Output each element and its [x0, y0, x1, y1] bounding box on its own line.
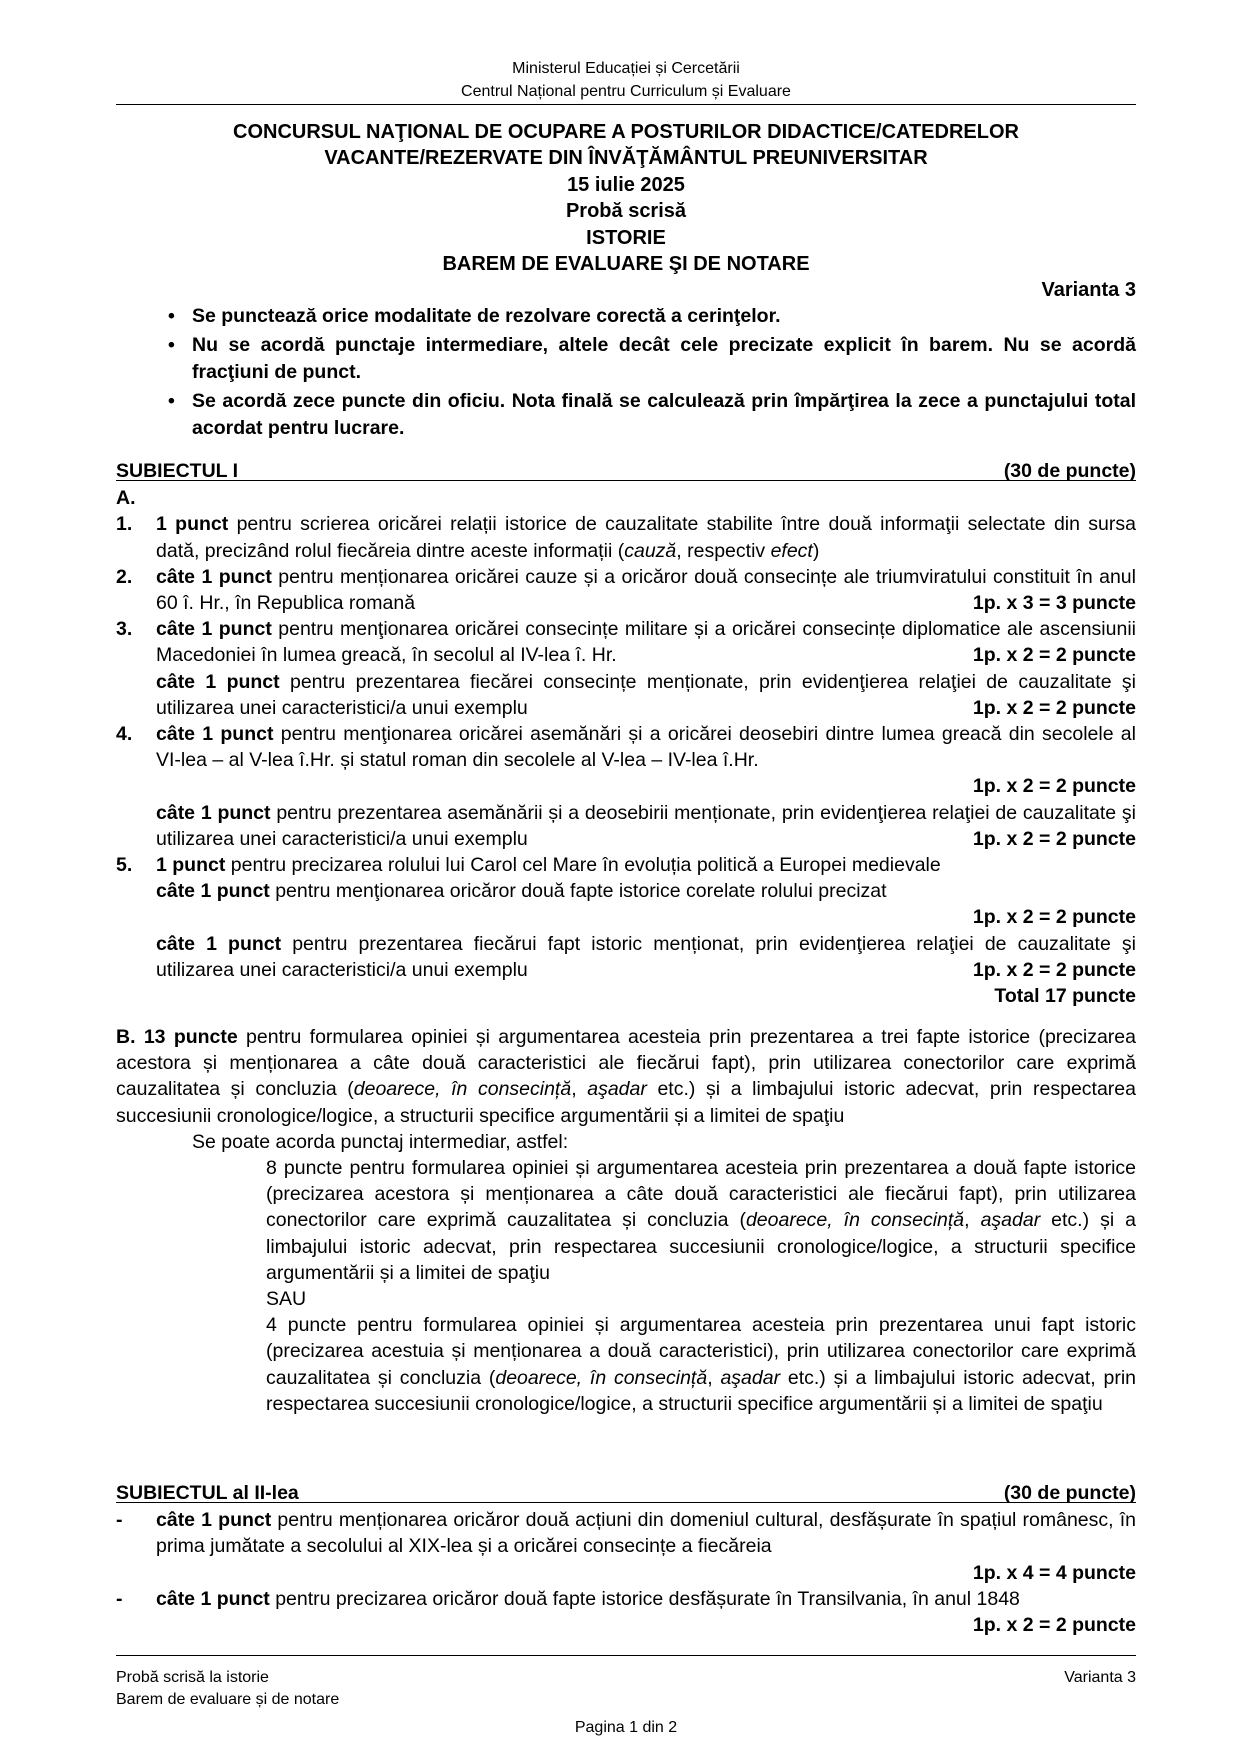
- criterion-text: ,: [964, 1209, 981, 1232]
- criterion-italic: deoarece, în consecință: [353, 1078, 572, 1101]
- criterion-text: etc.) și a limbajului istoric adecvat, prin respectarea succesiunii cronologice/logice, a structurii specifice argumentării și a limitei de spaţiu: [116, 1078, 1136, 1127]
- criterion-4a: [156, 721, 1136, 773]
- criterion-points: 1p. x 2 = 2 puncte: [972, 827, 1136, 850]
- criterion-2: [116, 564, 1136, 616]
- rule-text: Nu se acordă punctaje intermediare, altele decât cele precizate explicit în barem. Nu se acordă fracţiuni de punct.: [192, 334, 1136, 383]
- criterion-italic: efect: [770, 539, 813, 562]
- item-number: 1.: [116, 513, 133, 536]
- intermediate-note: Se poate acorda punctaj intermediar, astfel:: [192, 1130, 569, 1153]
- section-points: (30 de puncte): [1003, 460, 1136, 482]
- criterion-points: 1p. x 2 = 2 puncte: [972, 958, 1136, 981]
- criterion-text: etc.) și a limbajului istoric adecvat, prin respectarea succesiunii cronologice/logice, a structurii specifice argumentării și a limitei de spaţiu: [266, 1366, 1136, 1415]
- criterion-text: ,: [571, 1078, 588, 1101]
- item-number: 5.: [116, 854, 133, 877]
- subject-name: ISTORIE: [586, 226, 666, 249]
- criterion-3b: [156, 669, 1136, 721]
- criterion-points: 1p. x 2 = 2 puncte: [972, 775, 1136, 798]
- criterion-text: pentru menţionarea oricăror două fapte istorice corelate rolului precizat: [269, 880, 887, 903]
- criterion-lead: câte 1 punct: [156, 618, 272, 641]
- rule-item: [116, 332, 1136, 385]
- title-line: CONCURSUL NAŢIONAL DE OCUPARE A POSTURILOR DIDACTICE/CATEDRELOR: [233, 121, 1019, 143]
- criterion-5: [116, 852, 1136, 983]
- footer-variant: Varianta 3: [1064, 1669, 1136, 1686]
- bullet-icon: •: [168, 334, 175, 357]
- bullet-icon: •: [168, 390, 175, 413]
- part-b: [116, 1024, 1136, 1417]
- rule-text: Se punctează orice modalitate de rezolvare corectă a cerinţelor.: [192, 305, 781, 327]
- rule-item: [116, 388, 1136, 441]
- footer-doc-type: Barem de evaluare și de notare: [116, 1691, 340, 1708]
- criterion-lead: 1 punct: [156, 513, 229, 536]
- criterion-dash-2: [116, 1586, 1136, 1636]
- footer-divider: [116, 1655, 1136, 1656]
- header-divider: [116, 104, 1136, 105]
- page-footer: [116, 1667, 1136, 1739]
- variant-label: Varianta 3: [1041, 279, 1136, 302]
- exam-date: 15 iulie 2025: [567, 173, 685, 196]
- criterion-points: 1p. x 2 = 2 puncte: [972, 644, 1136, 667]
- criterion-4b: [156, 800, 1136, 852]
- title-line: VACANTE/REZERVATE DIN ÎNVĂŢĂMÂNTUL PREUNIVERSITAR: [324, 147, 928, 170]
- criterion-text: pentru menționarea oricăror două acțiuni din domeniul cultural, desfășurate în spațiul românesc, în prima jumătate a secolului al XIX-lea și a oricărei consecințe a fiecăreia: [156, 1509, 1136, 1558]
- criterion-dash-1: [116, 1507, 1136, 1586]
- section-title: SUBIECTUL al II-lea: [116, 1482, 299, 1504]
- criterion-lead: câte 1 punct: [156, 1509, 272, 1532]
- section-title: SUBIECTUL I: [116, 460, 239, 482]
- criterion-text: pentru menţionarea oricărei asemănări și a oricărei deosebiri dintre lumea greacă din secolele al VI-lea – al V-lea î.Hr. și statul roman din secolele al V-lea – IV-lea î.Hr.: [156, 723, 1136, 772]
- criterion-text: pentru precizarea oricăror două fapte istorice desfășurate în Transilvania, în anul 1848: [269, 1587, 1020, 1610]
- criterion-lead: câte 1 punct: [156, 565, 272, 588]
- criterion-5a: [156, 852, 1136, 878]
- rule-text: Se acordă zece puncte din oficiu. Nota finală se calculează prin împărţirea la zece a punctajului total acordat pentru lucrare.: [192, 390, 1136, 439]
- criterion-italic: aşadar: [980, 1209, 1041, 1232]
- option-4-points: [116, 1312, 1136, 1417]
- criterion-text: 4 puncte pentru formularea opiniei și argumentarea acesteia prin prezentarea unui fapt istoric (precizarea acestuia și menționarea a două caracteristici), prin utilizarea conectorilor care exprimă cauzalitatea și concluzia (: [266, 1314, 1136, 1389]
- dash-marker: -: [116, 1587, 123, 1610]
- dash-marker: -: [116, 1509, 123, 1532]
- page-number: Pagina 1 din 2: [574, 1719, 678, 1736]
- ministry-name: Ministerul Educației și Cercetării: [512, 60, 740, 77]
- criterion-1: [116, 511, 1136, 563]
- exam-type: Probă scrisă: [565, 200, 687, 223]
- criterion-points: 1p. x 2 = 2 puncte: [972, 696, 1136, 719]
- item-number: 2.: [116, 565, 133, 588]
- section-points: (30 de puncte): [1003, 1482, 1136, 1504]
- footer-exam: Probă scrisă la istorie: [116, 1669, 269, 1686]
- criterion-3: [116, 616, 1136, 721]
- criterion-italic: deoarece, în consecință: [745, 1209, 965, 1232]
- criterion-lead: 1 punct: [156, 854, 226, 877]
- criterion-points: 1p. x 2 = 2 puncte: [972, 1614, 1136, 1636]
- section-heading: [116, 1480, 1136, 1503]
- criterion-text: pentru prezentarea fiecărui fapt istoric menționat, prin evidenţierea relaţiei de cauzalitate şi utilizarea unei caracteristici/a unui exemplu: [156, 932, 1136, 981]
- criterion-points: 1p. x 4 = 4 puncte: [972, 1561, 1136, 1584]
- general-rules: [116, 303, 1136, 444]
- subject-2: [116, 1480, 1136, 1638]
- criterion-lead: câte 1 punct: [156, 880, 270, 903]
- criterion-text: pentru menţionarea oricărei consecințe militare și a oricărei consecințe diplomatice ale ascensiunii Macedoniei în lumea greacă, în secolul al IV-lea î. Hr.: [156, 618, 1136, 667]
- criterion-text: ,: [707, 1366, 721, 1389]
- center-name: Centrul Național pentru Curriculum și Evaluare: [461, 83, 791, 100]
- criterion-lead: câte 1 punct: [156, 801, 271, 824]
- criterion-lead: câte 1 punct: [156, 723, 274, 746]
- criterion-text: pentru formularea opiniei și argumentarea acesteia prin prezentarea a trei fapte istorice (precizarea acestora și menționarea a câte două caracteristici ale fiecărui fapt), prin utilizarea conectorilor care exprimă cauzalitatea și concluzia (: [116, 1026, 1136, 1101]
- option-8-points: [116, 1155, 1136, 1286]
- section-heading: [116, 458, 1136, 481]
- criterion-lead: câte 1 punct: [156, 932, 282, 955]
- criterion-italic: deoarece, în consecință: [495, 1366, 708, 1389]
- criterion-points: 1p. x 3 = 3 puncte: [972, 592, 1136, 614]
- item-number: 4.: [116, 723, 133, 746]
- criterion-lead: câte 1 punct: [156, 670, 280, 693]
- rule-item: [116, 303, 1136, 329]
- criterion-text: etc.) și a limbajului istoric adecvat, prin respectarea succesiunii cronologice/logice, a structurii specifice argumentării și a limitei de spaţiu: [266, 1209, 1136, 1284]
- criterion-text: , respectiv: [676, 539, 771, 562]
- criterion-italic: aşadar: [720, 1366, 781, 1389]
- part-a-total: Total 17 puncte: [994, 985, 1136, 1008]
- criterion-lead: B. 13 puncte: [116, 1026, 238, 1048]
- part-b-criterion: [116, 1024, 1136, 1129]
- criterion-text: pentru prezentarea asemănării și a deosebirii menționate, prin evidenţierea relaţiei de cauzalitate şi utilizarea unei caracteristici/a unui exemplu: [156, 801, 1136, 850]
- document-type: BAREM DE EVALUARE ŞI DE NOTARE: [442, 253, 810, 276]
- subject-1: [116, 458, 1136, 1009]
- criterion-3a: [156, 616, 1136, 668]
- criterion-text: pentru scrierea oricărei relații istorice de cauzalitate stabilite între două informaţii selectate din sursa dată, precizând rolul fiecăreia dintre aceste informații (: [156, 513, 1136, 562]
- bullet-icon: •: [168, 305, 175, 327]
- item-number: 3.: [116, 618, 133, 641]
- or-label: SAU: [266, 1288, 307, 1311]
- criterion-lead: câte 1 punct: [156, 1587, 270, 1610]
- criterion-4: [116, 721, 1136, 852]
- criterion-text: pentru prezentarea fiecărei consecințe menționate, prin evidenţierea relaţiei de cauzalitate şi utilizarea unei caracteristici/a unui exemplu: [156, 670, 1136, 719]
- criterion-italic: aşadar: [587, 1078, 647, 1101]
- criterion-text: pentru menționarea oricărei cauze și a oricăror două consecințe ale triumviratului constituit în anul 60 î. Hr., în Republica romană: [156, 565, 1136, 614]
- criterion-italic: cauză: [624, 539, 677, 562]
- page-header: [116, 57, 1136, 103]
- document-title: [116, 119, 1136, 304]
- criterion-points: 1p. x 2 = 2 puncte: [972, 906, 1136, 929]
- criterion-text: 8 puncte pentru formularea opiniei și argumentarea acesteia prin prezentarea a două fapte istorice (precizarea acestora și menționarea a câte două caracteristici ale fiecărui fapt), prin utilizarea conectorilor care exprimă cauzalitatea și concluzia (: [266, 1157, 1136, 1232]
- criterion-text: ): [812, 539, 820, 562]
- criterion-5b: [156, 878, 1136, 904]
- criterion-5c: [156, 931, 1136, 983]
- part-a-label: A.: [116, 487, 136, 510]
- criterion-text: pentru precizarea rolului lui Carol cel Mare în evoluția politică a Europei medievale: [225, 854, 941, 877]
